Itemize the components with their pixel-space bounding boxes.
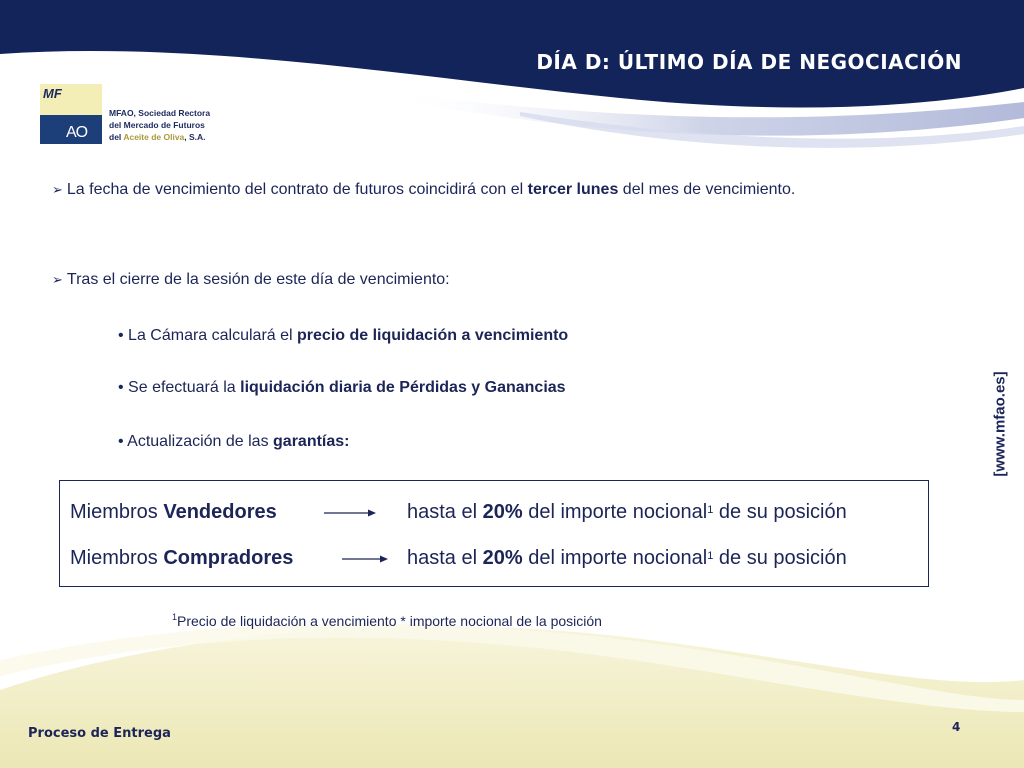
buyers-margin: hasta el 20% del importe nocional$^1$ de su posición — [407, 547, 847, 569]
sub-bullet-margins: • Actualización de las garantías: — [118, 433, 350, 450]
sub-bullet-settlement-price: • La Cámara calculará el precio de liquidación a vencimiento — [118, 327, 569, 344]
margins-table — [59, 480, 929, 587]
website-url: [www.mfao.es] — [991, 371, 1009, 477]
bullet-after-close: ➢ Tras el cierre de la sesión de este día de vencimiento: — [52, 271, 450, 288]
table-row-sellers: Miembros Vendedores hasta el 20% del importe nocional$^1$ de su posición — [70, 501, 847, 523]
page-number: 4 — [952, 720, 961, 734]
logo-company-name — [109, 107, 210, 143]
logo-line-3: del Aceite de Oliva, S.A. — [109, 132, 206, 142]
logo-line-2: del Mercado de Futuros — [109, 120, 205, 130]
logo-mark-top: MF — [43, 86, 62, 101]
footnote: $^1$Precio de liquidación a vencimiento * importe nocional de la posición — [172, 612, 602, 629]
right-arrow-icon — [342, 554, 388, 564]
mfao-logo — [40, 84, 220, 148]
right-arrow-icon — [324, 508, 376, 518]
arrow-bullet-icon: ➢ — [52, 272, 63, 287]
slide-title: DÍA D: ÚLTIMO DÍA DE NEGOCIACIÓN — [536, 50, 962, 74]
sellers-margin: hasta el 20% del importe nocional$^1$ de su posición — [407, 501, 847, 523]
bullet-expiry-date: ➢ La fecha de vencimiento del contrato de futuros coincidirá con el tercer lunes del mes de vencimiento. — [52, 181, 796, 198]
logo-mark-bottom: AO — [66, 124, 88, 141]
sub-bullet-daily-settlement: • Se efectuará la liquidación diaria de Pérdidas y Ganancias — [118, 379, 566, 396]
logo-line-1: MFAO, Sociedad Rectora — [109, 108, 211, 118]
table-row-buyers: Miembros Compradores hasta el 20% del importe nocional$^1$ de su posición — [70, 547, 847, 569]
section-name: Proceso de Entrega — [28, 726, 171, 741]
arrow-bullet-icon: ➢ — [52, 182, 63, 197]
